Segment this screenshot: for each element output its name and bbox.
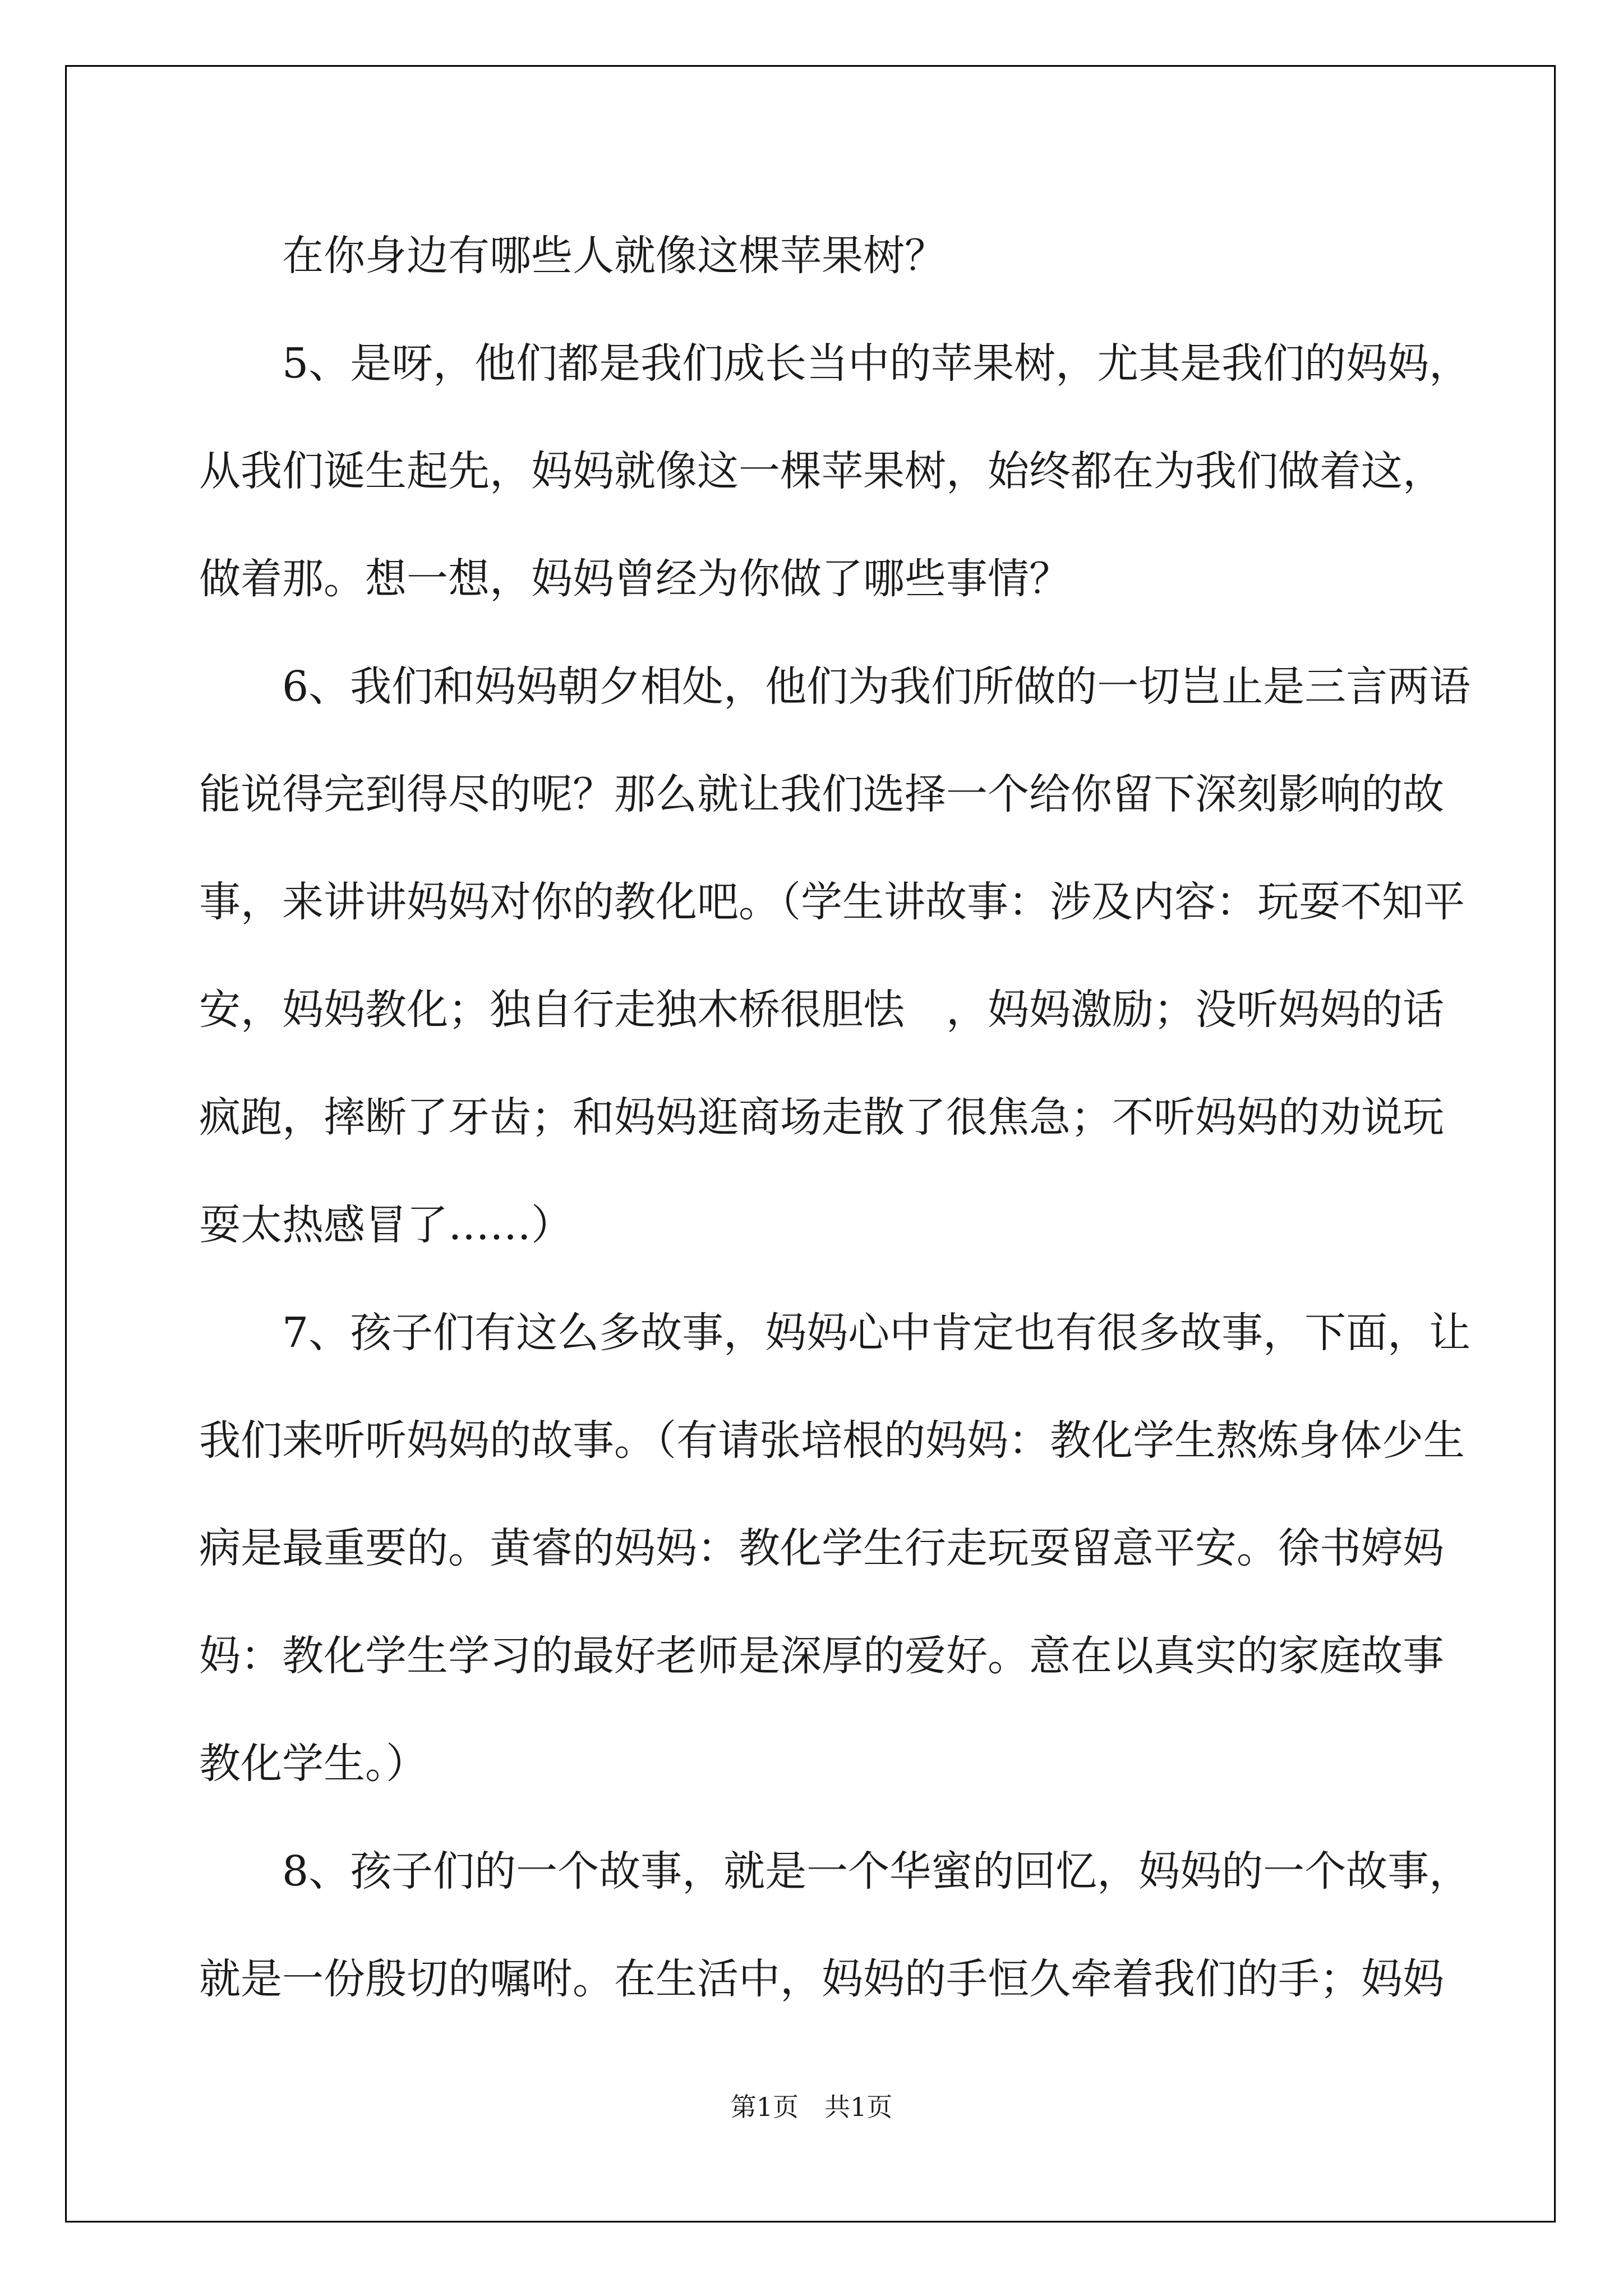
page-footer — [0, 2087, 1623, 2124]
text-line: 5、是呀，他们都是我们成长当中的苹果树，尤其是我们的妈妈， — [282, 339, 1471, 388]
text-line: 疯跑，摔断了牙齿；和妈妈逛商场走散了很焦急；不听妈妈的劝说玩 — [199, 1093, 1444, 1142]
page-total: 共1页 — [824, 2092, 893, 2122]
text-line: 安，妈妈教化；独自行走独木桥很胆怯 ，妈妈激励；没听妈妈的话 — [199, 986, 1444, 1034]
paragraph-5 — [199, 310, 1471, 633]
text-line: 做着那。想一想，妈妈曾经为你做了哪些事情？ — [199, 555, 1071, 603]
paragraph-8 — [199, 1818, 1471, 2033]
page-number: 第1页 — [730, 2092, 799, 2122]
paragraph-question — [199, 202, 1427, 310]
text-line: 在你身边有哪些人就像这棵苹果树？ — [282, 232, 946, 280]
document-body — [199, 202, 1471, 2033]
text-line: 能说得完到得尽的呢？那么就让我们选择一个给你留下深刻影响的故 — [199, 770, 1444, 818]
text-line: 耍太热感冒了……） — [199, 1201, 573, 1249]
text-line: 妈：教化学生学习的最好老师是深厚的爱好。意在以真实的家庭故事 — [199, 1632, 1444, 1680]
text-line: 8、孩子们的一个故事，就是一个华蜜的回忆，妈妈的一个故事， — [282, 1847, 1471, 1895]
text-line: 病是最重要的。黄睿的妈妈：教化学生行走玩耍留意平安。徐书婷妈 — [199, 1524, 1444, 1572]
paragraph-6 — [199, 633, 1471, 1279]
text-line: 事，来讲讲妈妈对你的教化吧。（学生讲故事：涉及内容：玩耍不知平 — [199, 878, 1465, 926]
text-line: 我们来听听妈妈的故事。（有请张培根的妈妈：教化学生熬炼身体少生 — [199, 1416, 1465, 1465]
paragraph-7 — [199, 1279, 1471, 1818]
text-line: 7、孩子们有这么多故事，妈妈心中肯定也有很多故事，下面，让 — [282, 1309, 1471, 1357]
text-line: 教化学生。） — [199, 1740, 427, 1788]
text-line: 6、我们和妈妈朝夕相处，他们为我们所做的一切岂止是三言两语 — [282, 662, 1471, 711]
text-line: 从我们诞生起先，妈妈就像这一棵苹果树，始终都在为我们做着这， — [199, 447, 1444, 495]
text-line: 就是一份殷切的嘱咐。在生活中，妈妈的手恒久牵着我们的手；妈妈 — [199, 1955, 1444, 2003]
